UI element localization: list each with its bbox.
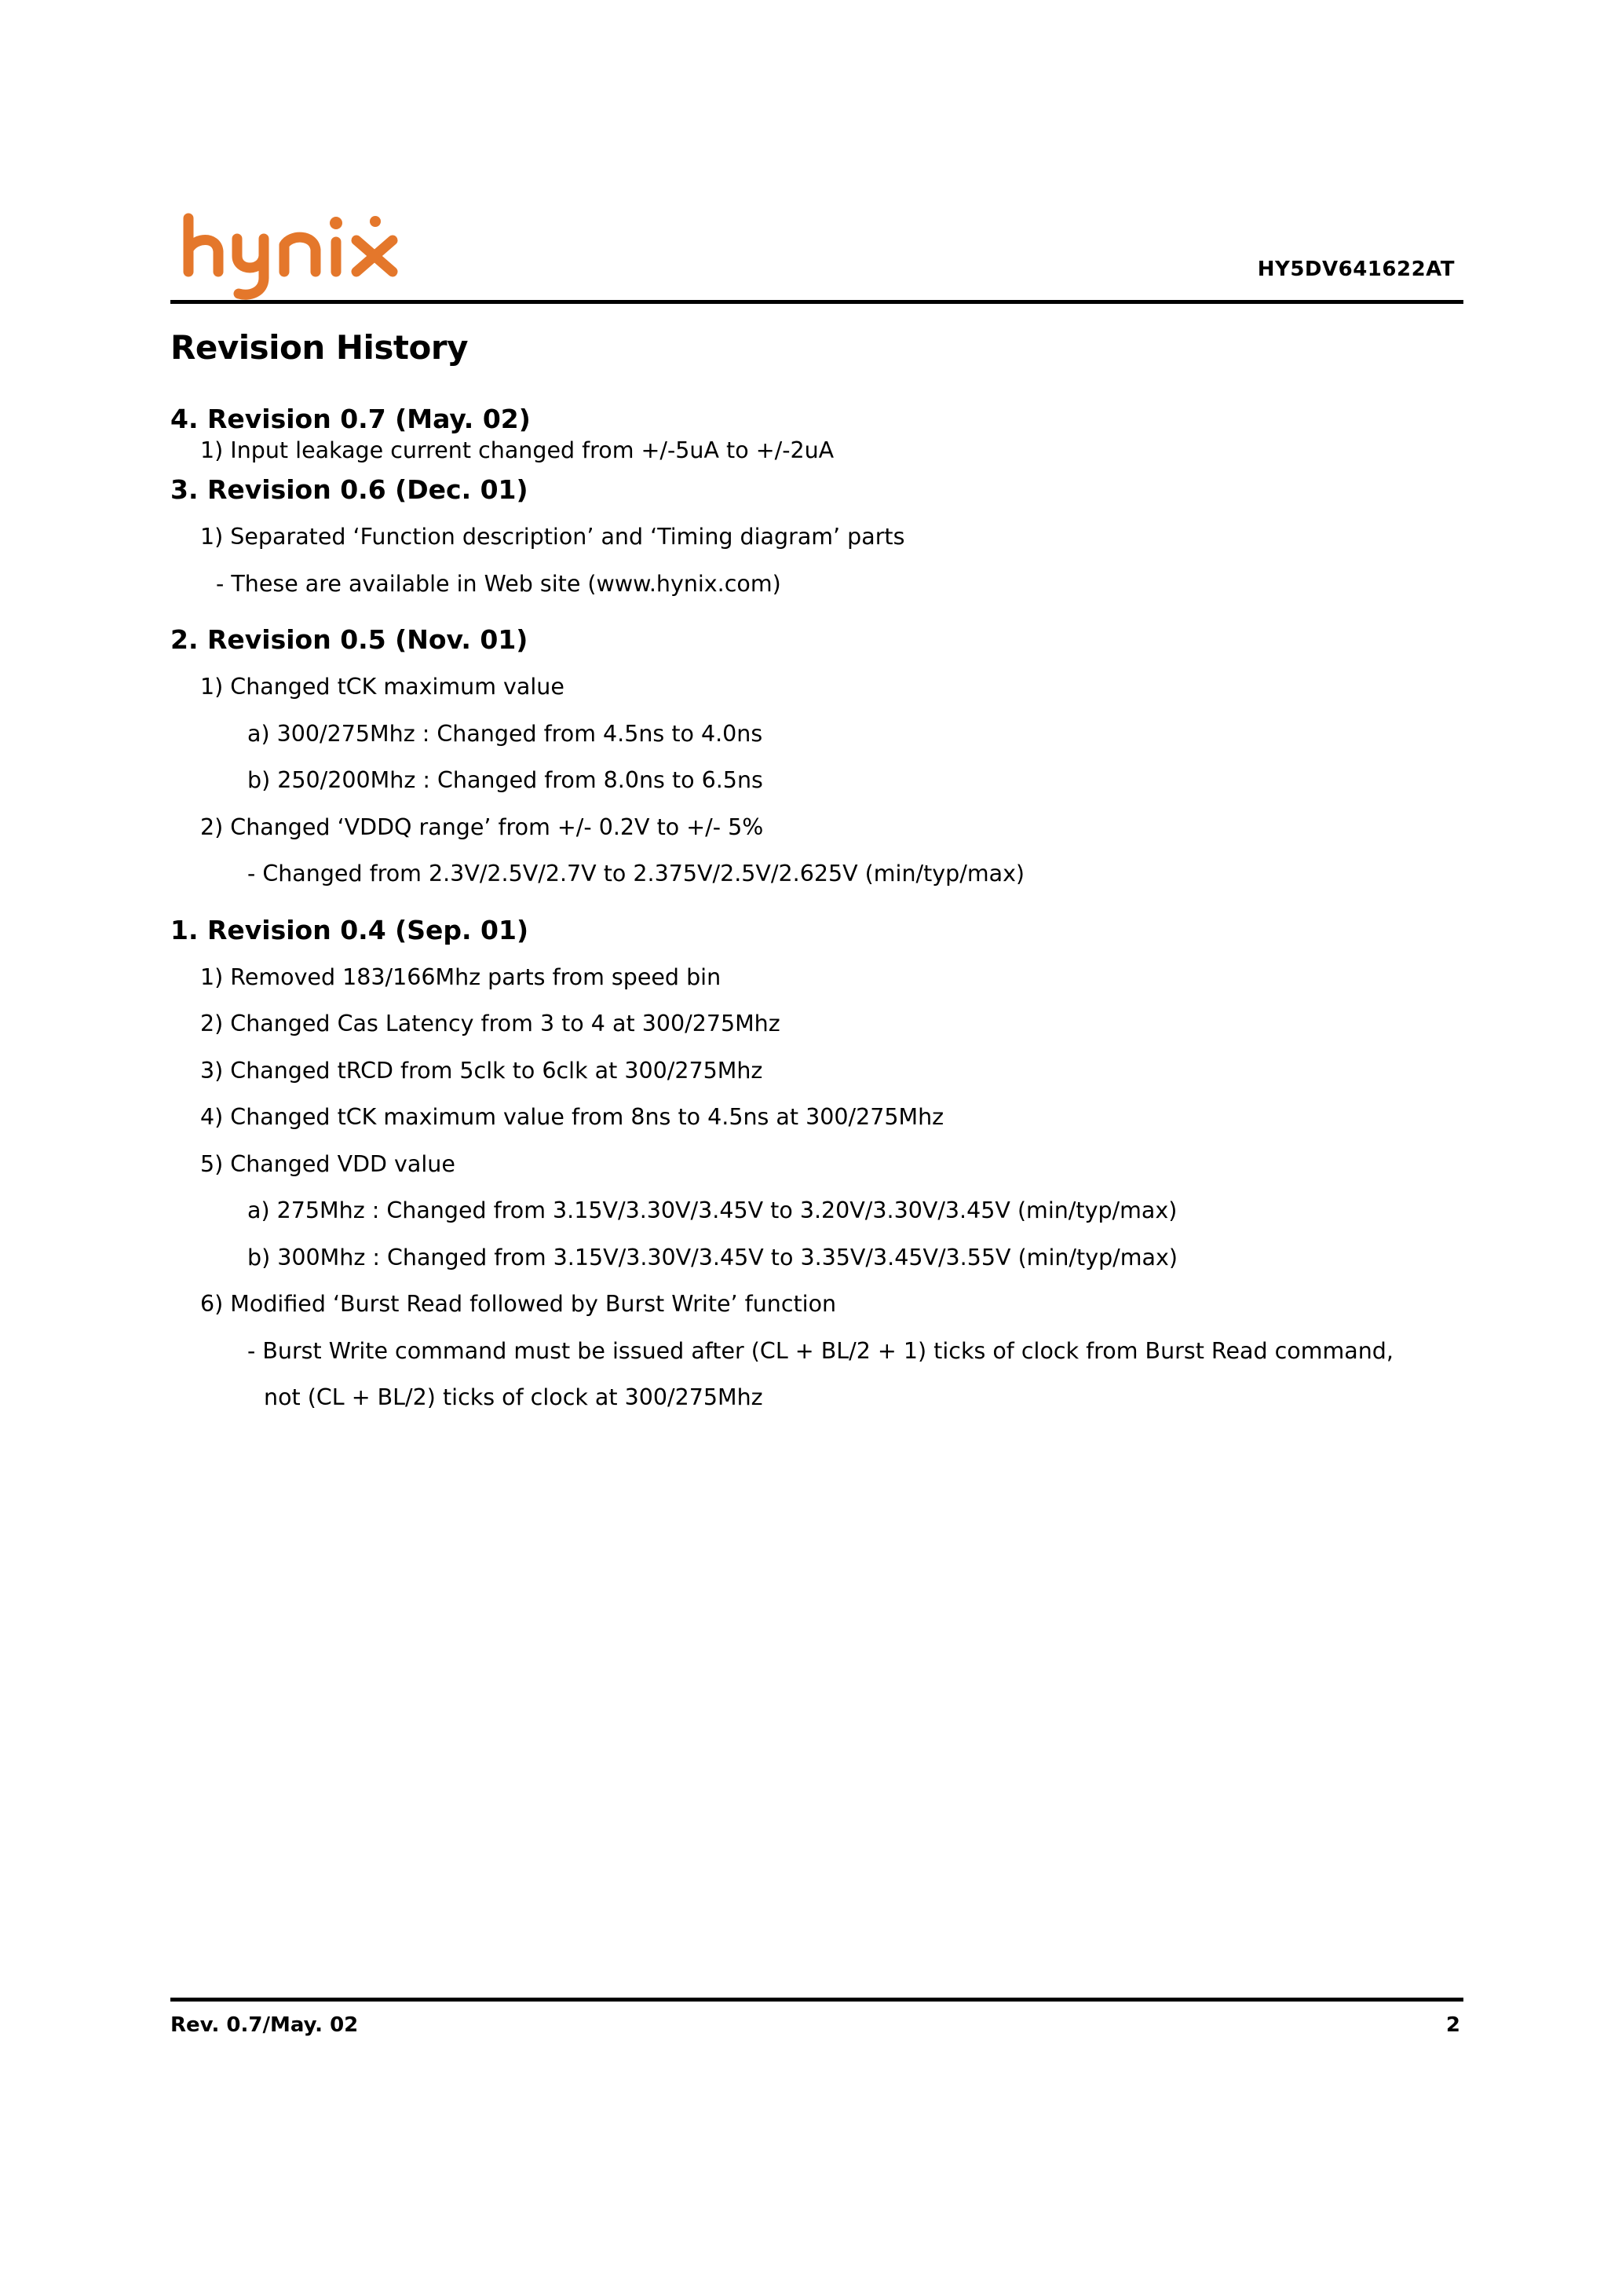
revision-item: 1) Input leakage current changed from +/-5uA to +/-2uA xyxy=(200,437,835,463)
revision-section xyxy=(170,474,1458,607)
revision-section xyxy=(170,624,1458,898)
revision-subitem: b) 250/200Mhz : Changed from 8.0ns to 6.5ns xyxy=(247,767,763,793)
revision-item: 1) Removed 183/166Mhz parts from speed bin xyxy=(200,963,721,990)
hynix-logo xyxy=(181,210,408,303)
revision-item: 4) Changed tCK maximum value from 8ns to 4.5ns at 300/275Mhz xyxy=(200,1104,944,1130)
revision-section xyxy=(170,915,1458,1421)
page-number: 2 xyxy=(1445,2013,1460,2037)
revision-heading: 3. Revision 0.6 (Dec. 01) xyxy=(170,474,528,505)
revision-subitem: b) 300Mhz : Changed from 3.15V/3.30V/3.45V to 3.35V/3.45V/3.55V (min/typ/max) xyxy=(247,1244,1178,1270)
page-title: Revision History xyxy=(170,328,468,367)
revision-subitem: - Burst Write command must be issued after (CL + BL/2 + 1) ticks of clock from Burst Read command, xyxy=(247,1337,1394,1364)
revision-subitem-continuation: not (CL + BL/2) ticks of clock at 300/275Mhz xyxy=(264,1384,763,1410)
revision-subitem: - These are available in Web site (www.hynix.com) xyxy=(216,570,781,597)
revision-heading: 4. Revision 0.7 (May. 02) xyxy=(170,404,531,434)
footer-rule xyxy=(170,1998,1463,2002)
revision-item: 1) Changed tCK maximum value xyxy=(200,674,564,700)
revision-subitem: a) 300/275Mhz : Changed from 4.5ns to 4.0ns xyxy=(247,720,763,747)
revision-item: 6) Modified ‘Burst Read followed by Burst Write’ function xyxy=(200,1291,837,1317)
revision-subitem: a) 275Mhz : Changed from 3.15V/3.30V/3.45V to 3.20V/3.30V/3.45V (min/typ/max) xyxy=(247,1197,1178,1223)
footer-revision: Rev. 0.7/May. 02 xyxy=(170,2013,359,2037)
revision-item: 2) Changed Cas Latency from 3 to 4 at 300/275Mhz xyxy=(200,1011,780,1036)
revision-subitem: - Changed from 2.3V/2.5V/2.7V to 2.375V/2.5V/2.625V (min/typ/max) xyxy=(247,861,1025,887)
revision-section xyxy=(170,404,1458,473)
revision-item: 1) Separated ‘Function description’ and ‘Timing diagram’ parts xyxy=(200,524,905,550)
revision-item: 3) Changed tRCD from 5clk to 6clk at 300/275Mhz xyxy=(200,1057,763,1084)
revision-heading: 2. Revision 0.5 (Nov. 01) xyxy=(170,624,528,655)
revision-history xyxy=(170,404,1458,1421)
revision-heading: 1. Revision 0.4 (Sep. 01) xyxy=(170,914,529,945)
revision-item: 5) Changed VDD value xyxy=(200,1150,455,1177)
header-rule xyxy=(170,300,1463,304)
document-id: HY5DV641622AT xyxy=(1257,258,1455,281)
revision-item: 2) Changed ‘VDDQ range’ from +/- 0.2V to +/- 5% xyxy=(200,813,764,840)
